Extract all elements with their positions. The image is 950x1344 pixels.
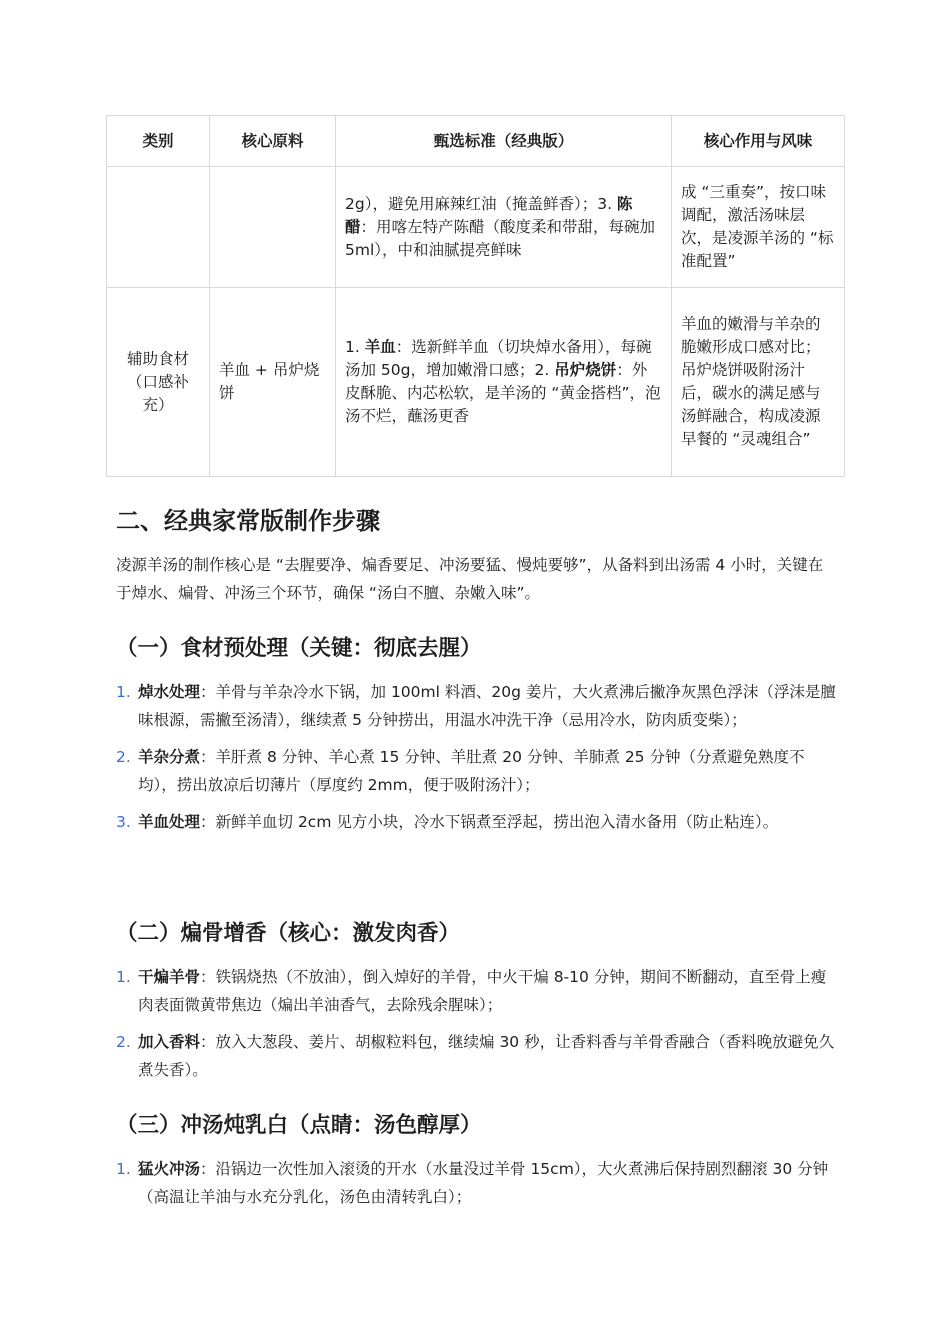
step-label: 加入香料: [138, 1033, 201, 1051]
step-list-2: [116, 963, 836, 1093]
subsection-title-3: （三）冲汤炖乳白（点睛：汤色醇厚）: [116, 1113, 482, 1138]
list-item: [116, 1028, 836, 1084]
cell-bold: 羊血: [364, 338, 396, 356]
cell-material: [210, 167, 336, 288]
list-item: [116, 963, 836, 1019]
step-label: 焯水处理: [138, 683, 201, 701]
step-text: ：羊骨与羊杂冷水下锅，加 100ml 料酒、20g 姜片，大火煮沸后撇净灰黑色浮沫（浮沫是膻味根源，需撇至汤清），继续煮 5 分钟捞出，用温水冲洗干净（忌用冷水，防肉质变柴）；: [138, 683, 836, 729]
list-item: [116, 678, 836, 734]
cell-text: ：用喀左特产陈醋（酸度柔和带甜，每碗加 5ml），中和油腻提亮鲜味: [345, 217, 656, 259]
list-item: [116, 743, 836, 799]
cell-role: 羊血的嫩滑与羊杂的脆嫩形成口感对比；吊炉烧饼吸附汤汁后，碳水的满足感与汤鲜融合，构成凌源早餐的 “灵魂组合”: [672, 288, 845, 477]
list-item: [116, 1155, 836, 1211]
table-row: [107, 167, 845, 288]
step-text: ：羊肝煮 8 分钟、羊心煮 15 分钟、羊肚煮 20 分钟、羊肺煮 25 分钟（分煮避免熟度不均），捞出放凉后切薄片（厚度约 2mm，便于吸附汤汁）；: [138, 748, 805, 794]
step-list-1: [116, 678, 836, 845]
table-row: [107, 288, 845, 477]
step-text: ：放入大葱段、姜片、胡椒粒料包，继续煸 30 秒，让香料香与羊骨香融合（香料晚放避免久煮失香）。: [138, 1033, 835, 1079]
subsection-title-2: （二）煸骨增香（核心：激发肉香）: [116, 921, 461, 946]
step-label: 干煸羊骨: [138, 968, 201, 986]
list-number: 1.: [116, 968, 131, 986]
cell-standard: [336, 288, 672, 477]
section-intro: 凌源羊汤的制作核心是 “去腥要净、煸香要足、冲汤要猛、慢炖要够”，从备料到出汤需 4 小时，关键在于焯水、煸骨、冲汤三个环节，确保 “汤白不膻、杂嫩入味”。: [116, 556, 824, 602]
cell-category: [107, 167, 210, 288]
table-header-row: [107, 116, 845, 167]
cell-role: 成 “三重奏”，按口味调配，激活汤味层次，是凌源羊汤的 “标准配置”: [672, 167, 845, 288]
list-number: 2.: [116, 1033, 131, 1051]
cell-text: 2g），避免用麻辣红油（掩盖鲜香）；3.: [345, 194, 617, 213]
step-text: ：新鲜羊血切 2cm 见方小块，冷水下锅煮至浮起，捞出泡入清水备用（防止粘连）。: [200, 813, 779, 831]
cell-text: ：选新鲜羊血（切块焯水备用），每碗汤加 50g，增加嫩滑口感；2.: [345, 338, 652, 379]
cell-standard: [336, 167, 672, 288]
cell-bold: 陈醋: [345, 194, 633, 236]
list-number: 2.: [116, 748, 131, 766]
step-label: 羊血处理: [138, 813, 201, 831]
section-title: 二、经典家常版制作步骤: [116, 507, 380, 535]
list-number: 1.: [116, 683, 131, 701]
header-role: 核心作用与风味: [672, 116, 845, 167]
cell-material: 羊血 + 吊炉烧饼: [210, 288, 336, 477]
cell-text: ：外皮酥脆、内芯松软，是羊汤的 “黄金搭档”，泡汤不烂，蘸汤更香: [345, 361, 661, 425]
step-text: ：沿锅边一次性加入滚烫的开水（水量没过羊骨 15cm），大火煮沸后保持剧烈翻滚 30 分钟（高温让羊油与水充分乳化，汤色由清转乳白）；: [138, 1160, 829, 1206]
header-standard: 甄选标准（经典版）: [336, 116, 672, 167]
cell-bold: 吊炉烧饼: [554, 361, 617, 379]
cell-text: 1.: [345, 338, 365, 356]
list-number: 1.: [116, 1160, 131, 1178]
cell-category: 辅助食材（口感补充）: [107, 288, 210, 477]
step-label: 猛火冲汤: [138, 1160, 201, 1178]
list-item: [116, 808, 836, 836]
subsection-title-1: （一）食材预处理（关键：彻底去腥）: [116, 636, 482, 661]
header-material: 核心原料: [210, 116, 336, 167]
step-list-3: [116, 1155, 836, 1220]
step-label: 羊杂分煮: [138, 748, 201, 766]
header-category: 类别: [107, 116, 210, 167]
ingredient-table: [106, 115, 845, 477]
list-number: 3.: [116, 813, 131, 831]
step-text: ：铁锅烧热（不放油），倒入焯好的羊骨，中火干煸 8-10 分钟，期间不断翻动，直至骨上瘦肉表面微黄带焦边（煸出羊油香气，去除残余腥味）；: [138, 968, 827, 1014]
